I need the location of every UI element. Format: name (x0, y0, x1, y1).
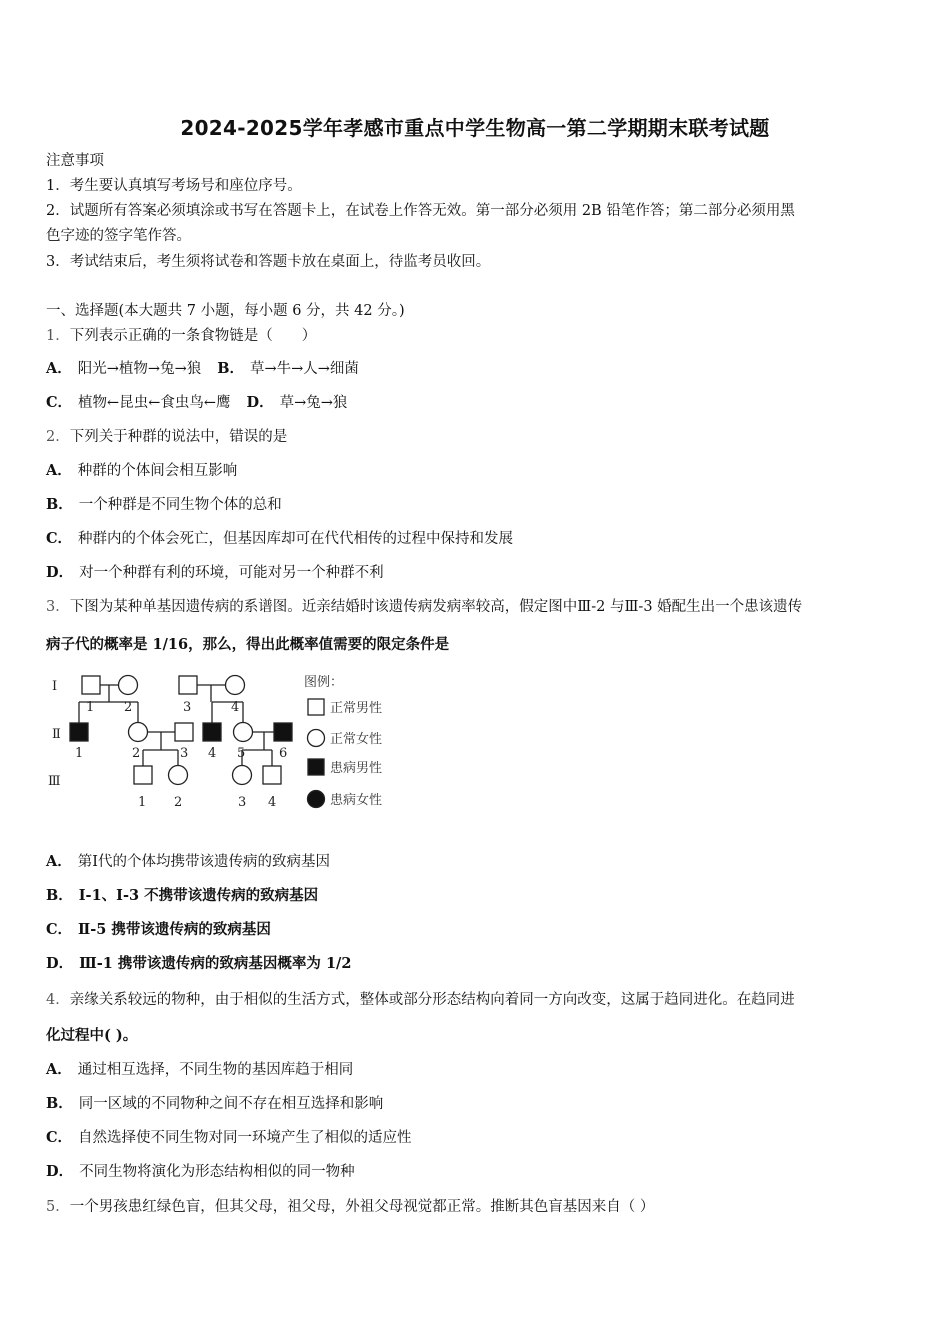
option-text: Ⅱ-5 携带该遗传病的致病基因 (78, 921, 271, 938)
question-3-stem (46, 596, 916, 618)
question-text: 下列关于种群的说法中，错误的是 (69, 429, 288, 445)
option-text: Ⅰ-1、Ⅰ-3 不携带该遗传病的致病基因 (78, 887, 319, 904)
question-4-stem-cont: 化过程中( )。 (46, 1027, 138, 1044)
option-text: 一个种群是不同生物个体的总和 (78, 497, 282, 513)
gen2-5-normal-female (234, 723, 253, 742)
generation-label: Ⅲ (48, 774, 61, 789)
legend-label: 正常女性 (330, 732, 383, 747)
legend-normal-female-symbol (308, 730, 325, 747)
option-letter: A． (46, 360, 72, 377)
question-3-option-b (46, 885, 916, 907)
option-text: 通过相互选择，不同生物的基因库趋于相同 (77, 1062, 354, 1078)
question-1-options-row-1 (46, 358, 916, 380)
individual-number: 2 (132, 746, 141, 761)
option-letter: B． (46, 887, 73, 904)
question-4-stem (46, 989, 916, 1011)
option-letter: B． (217, 360, 244, 377)
question-4-option-c (46, 1127, 916, 1149)
option-text: 种群的个体间会相互影响 (77, 463, 238, 479)
pedigree-chart (46, 668, 426, 818)
question-3-option-d (46, 953, 916, 975)
gen3-1-normal-male (134, 766, 152, 784)
gen1-2-normal-female (119, 676, 138, 695)
question-text: 亲缘关系较远的物种，由于相似的生活方式，整体或部分形态结构向着同一方向改变，这属于趋同进化。在趋同进 (69, 992, 795, 1008)
individual-number: 2 (124, 700, 133, 715)
option-letter: A． (46, 1061, 72, 1078)
option-letter: B． (46, 1095, 73, 1112)
question-number: 2． (46, 429, 70, 445)
option-letter: D． (46, 564, 74, 581)
gen2-4-affected-male (203, 723, 221, 741)
option-letter: D． (46, 1163, 74, 1180)
option-letter: C． (46, 921, 73, 938)
gen2-3-normal-male (175, 723, 193, 741)
question-text: 下图为某种单基因遗传病的系谱图。近亲结婚时该遗传病发病率较高，假定图中Ⅲ-2 与Ⅲ-3 婚配生出一个患该遗传 (69, 599, 803, 615)
individual-number: 6 (279, 746, 288, 761)
question-4-option-b (46, 1093, 916, 1115)
option-text: Ⅲ-1 携带该遗传病的致病基因概率为 1/2 (79, 955, 352, 972)
question-number: 4． (46, 992, 70, 1008)
option-letter: A． (46, 853, 72, 870)
legend-affected-female-symbol (308, 791, 325, 808)
gen2-6-affected-male (274, 723, 292, 741)
generation-label: Ⅰ (52, 679, 58, 694)
notice-item: 1．考生要认真填写考场号和座位序号。 (46, 178, 302, 194)
gen2-1-affected-male (70, 723, 88, 741)
pedigree-svg (46, 668, 426, 818)
page-title: 2024-2025学年孝感市重点中学生物高一第二学期期末联考试题 (180, 116, 770, 140)
question-number: 5． (46, 1199, 70, 1215)
question-text: 下列表示正确的一条食物链是（ ） (69, 328, 317, 344)
question-5-stem (46, 1196, 916, 1218)
question-4-option-a (46, 1059, 916, 1081)
notice-item: 2．试题所有答案必须填涂或书写在答题卡上，在试卷上作答无效。第一部分必须用 2B 铅笔作答；第二部分必须用黑 (46, 203, 795, 219)
option-text: 对一个种群有利的环境，可能对另一个种群不利 (79, 565, 384, 581)
notice-item: 色字迹的签字笔作答。 (46, 228, 191, 244)
gen3-4-normal-male (263, 766, 281, 784)
gen2-2-normal-female (129, 723, 148, 742)
generation-label: Ⅱ (52, 727, 61, 742)
legend-title: 图例： (304, 675, 344, 690)
individual-number: 1 (75, 746, 84, 761)
question-2-option-c (46, 528, 916, 550)
question-2-stem (46, 426, 916, 448)
question-3-stem-cont: 病子代的概率是 1/16，那么，得出此概率值需要的限定条件是 (46, 636, 450, 653)
legend-affected-male-symbol (308, 759, 324, 775)
option-text: 植物←昆虫←食虫鸟←鹰 (78, 395, 231, 411)
option-text: 不同生物将演化为形态结构相似的同一物种 (79, 1164, 355, 1180)
question-2-option-d (46, 562, 916, 584)
option-letter: B． (46, 496, 73, 513)
gen3-3-normal-female (233, 766, 252, 785)
question-2-option-a (46, 460, 916, 482)
individual-number: 2 (174, 795, 183, 810)
option-text: 自然选择使不同生物对同一环境产生了相似的适应性 (78, 1130, 412, 1146)
question-3-option-c (46, 919, 916, 941)
question-2-option-b (46, 494, 916, 516)
individual-number: 4 (231, 700, 240, 715)
question-4-option-d (46, 1161, 916, 1183)
gen1-1-normal-male (82, 676, 100, 694)
individual-number: 4 (268, 795, 277, 810)
individual-number: 1 (86, 700, 95, 715)
option-letter: C． (46, 394, 73, 411)
question-text: 一个男孩患红绿色盲，但其父母，祖父母，外祖父母视觉都正常。推断其色盲基因来自（ ） (69, 1199, 655, 1215)
individual-number: 3 (238, 795, 247, 810)
option-text: 种群内的个体会死亡，但基因库却可在代代相传的过程中保持和发展 (78, 531, 514, 547)
individual-number: 1 (138, 795, 147, 810)
individual-number: 3 (183, 700, 192, 715)
option-letter: D． (246, 394, 274, 411)
option-text: 草→牛→人→细菌 (249, 361, 359, 377)
question-1-stem (46, 325, 916, 347)
notice-item: 3．考试结束后，考生须将试卷和答题卡放在桌面上，待监考员收回。 (46, 254, 491, 270)
question-1-options-row-2 (46, 392, 916, 414)
individual-number: 5 (237, 746, 246, 761)
option-text: 阳光→植物→兔→狼 (77, 361, 202, 377)
legend-normal-male-symbol (308, 699, 324, 715)
question-3-option-a (46, 851, 916, 873)
option-text: 同一区域的不同物种之间不存在相互选择和影响 (78, 1096, 384, 1112)
option-text: 第Ⅰ代的个体均携带该遗传病的致病基因 (77, 854, 330, 870)
option-letter: A． (46, 462, 72, 479)
question-number: 3． (46, 599, 70, 615)
notice-heading: 注意事项 (46, 153, 104, 169)
individual-number: 3 (180, 746, 189, 761)
gen3-2-normal-female (169, 766, 188, 785)
gen1-3-normal-male (179, 676, 197, 694)
section-heading: 一、选择题(本大题共 7 小题，每小题 6 分，共 42 分。) (46, 303, 405, 319)
option-letter: C． (46, 1129, 73, 1146)
legend-label: 患病男性 (330, 761, 383, 776)
legend-label: 正常男性 (330, 701, 383, 716)
individual-number: 4 (208, 746, 217, 761)
legend-label: 患病女性 (330, 793, 383, 808)
option-letter: C． (46, 530, 73, 547)
option-letter: D． (46, 955, 74, 972)
gen1-4-normal-female (226, 676, 245, 695)
question-number: 1． (46, 328, 70, 344)
option-text: 草→兔→狼 (279, 395, 348, 411)
